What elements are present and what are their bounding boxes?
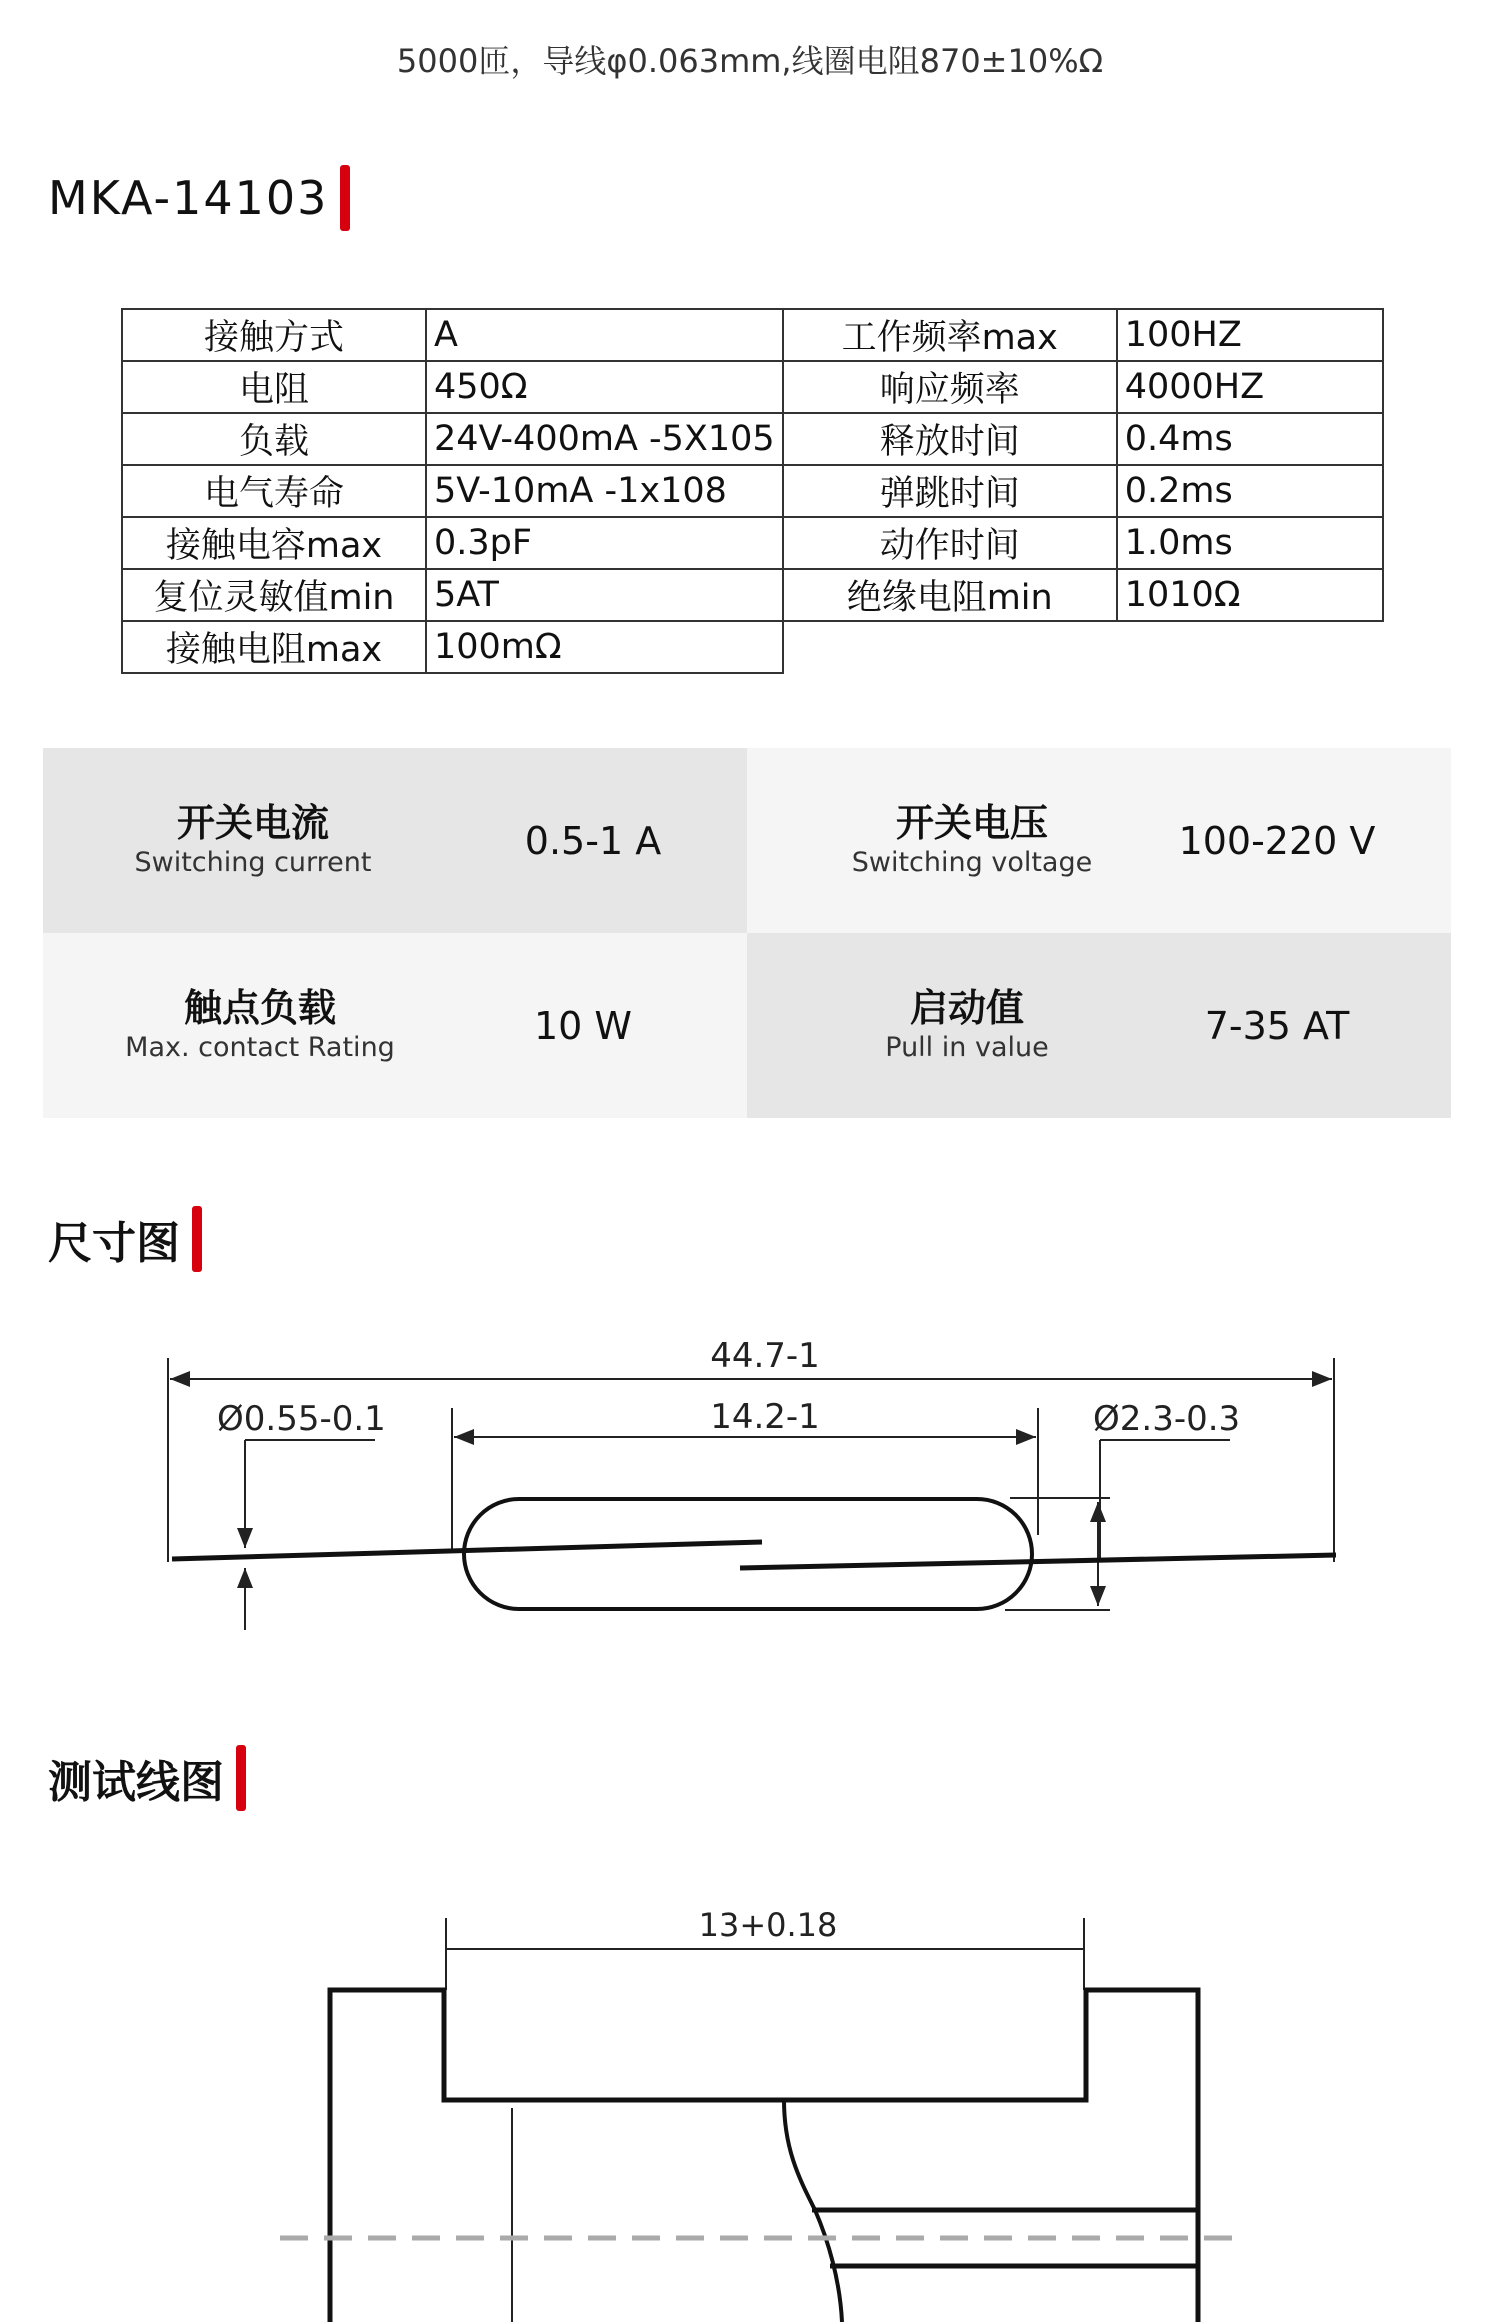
spec-label: 响应频率 xyxy=(783,361,1117,413)
intro-text: 5000匝，导线φ0.063mm,线圈电阻870±10%Ω xyxy=(396,42,1104,80)
lead-diameter-label: Ø0.55-0.1 xyxy=(217,1399,386,1439)
glass-envelope xyxy=(464,1499,1032,1609)
spec-label: 接触电阻max xyxy=(122,621,426,673)
title-accent-bar xyxy=(236,1745,246,1811)
rating-value: 100-220 V xyxy=(1178,818,1376,863)
rating-cn: 触点负载 xyxy=(183,985,336,1030)
rating-value: 10 W xyxy=(533,1003,632,1048)
rating-cn: 开关电流 xyxy=(176,800,329,845)
table-row xyxy=(122,465,1383,517)
rating-grid xyxy=(43,748,1451,1118)
spec-label: 弹跳时间 xyxy=(783,465,1117,517)
spec-value: 100mΩ xyxy=(426,621,783,673)
coil-frame-outline xyxy=(330,1990,1198,2322)
spec-table xyxy=(121,308,1384,674)
rating-cell-switching-voltage xyxy=(747,748,1451,933)
spec-label: 动作时间 xyxy=(783,517,1117,569)
spec-label: 接触方式 xyxy=(122,309,426,361)
spec-value: 4000HZ xyxy=(1117,361,1383,413)
rating-en: Switching voltage xyxy=(851,846,1093,878)
table-row xyxy=(122,569,1383,621)
spec-value: 0.3pF xyxy=(426,517,783,569)
rating-cell-contact-rating xyxy=(43,933,747,1118)
rating-en: Pull in value xyxy=(885,1031,1049,1063)
spec-label: 电阻 xyxy=(122,361,426,413)
rating-en: Max. contact Rating xyxy=(125,1031,395,1063)
rating-value: 7-35 AT xyxy=(1204,1003,1350,1048)
rating-cn: 开关电压 xyxy=(895,800,1048,845)
empty-cell xyxy=(783,621,1117,673)
spec-label: 释放时间 xyxy=(783,413,1117,465)
spec-value: 24V-400mA -5X105 xyxy=(426,413,783,465)
reed-switch-dimension-drawing xyxy=(0,1300,1500,1680)
table-row xyxy=(122,517,1383,569)
spec-label: 工作频率max xyxy=(783,309,1117,361)
table-row xyxy=(122,621,1383,673)
spec-value: 1.0ms xyxy=(1117,517,1383,569)
rating-cn: 启动值 xyxy=(909,985,1024,1030)
rating-cell-switching-current xyxy=(43,748,747,933)
spec-label: 接触电容max xyxy=(122,517,426,569)
spec-label: 绝缘电阻min xyxy=(783,569,1117,621)
spec-value: 1010Ω xyxy=(1117,569,1383,621)
spec-value: 450Ω xyxy=(426,361,783,413)
spec-value: A xyxy=(426,309,783,361)
rating-en: Switching current xyxy=(134,846,372,878)
total-length-label: 44.7-1 xyxy=(710,1336,820,1376)
table-row xyxy=(122,413,1383,465)
empty-cell xyxy=(1117,621,1383,673)
spec-label: 负载 xyxy=(122,413,426,465)
spec-value: 5AT xyxy=(426,569,783,621)
model-title xyxy=(48,165,350,231)
gap-label: 13+0.18 xyxy=(698,1906,838,1944)
rating-cell-pull-in xyxy=(747,933,1451,1118)
title-accent-bar xyxy=(340,165,350,231)
table-row xyxy=(122,309,1383,361)
spec-label: 电气寿命 xyxy=(122,465,426,517)
glass-length-label: 14.2-1 xyxy=(710,1397,820,1437)
spec-label: 复位灵敏值min xyxy=(122,569,426,621)
lead-wire-right xyxy=(740,1555,1336,1568)
test-title-text: 测试线图 xyxy=(48,1757,224,1808)
test-coil-drawing xyxy=(0,1880,1500,2322)
spec-value: 0.4ms xyxy=(1117,413,1383,465)
rating-value: 0.5-1 A xyxy=(524,818,662,863)
dimension-title-text: 尺寸图 xyxy=(48,1218,180,1269)
spec-value: 5V-10mA -1x108 xyxy=(426,465,783,517)
glass-diameter-label: Ø2.3-0.3 xyxy=(1093,1399,1241,1439)
model-title-text: MKA-14103 xyxy=(48,171,329,225)
lead-wire-left xyxy=(172,1542,762,1559)
dimension-section-title xyxy=(48,1206,202,1272)
spec-value: 0.2ms xyxy=(1117,465,1383,517)
test-section-title xyxy=(48,1745,246,1811)
table-row xyxy=(122,361,1383,413)
spec-value: 100HZ xyxy=(1117,309,1383,361)
title-accent-bar xyxy=(192,1206,202,1272)
